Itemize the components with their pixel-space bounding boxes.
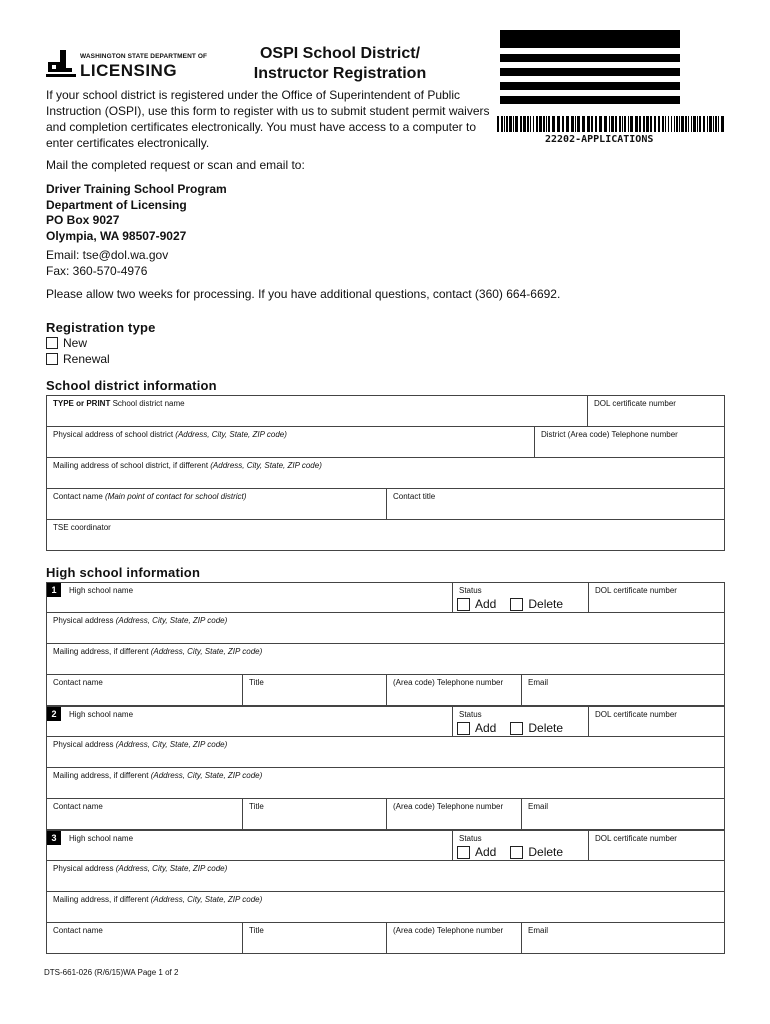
barcode-line bbox=[497, 116, 499, 132]
barcode-line bbox=[513, 116, 514, 132]
email-label: Email bbox=[528, 678, 549, 687]
mail-instruction: Mail the completed request or scan and email to: bbox=[46, 158, 305, 172]
new-label: New bbox=[63, 336, 88, 350]
barcode-line bbox=[650, 116, 652, 132]
barcode-line bbox=[688, 116, 689, 132]
dol-cert-label: DOL certificate number bbox=[595, 710, 677, 719]
add-label: Add bbox=[475, 721, 497, 735]
high-school-table bbox=[46, 706, 725, 830]
barcode-line bbox=[674, 116, 675, 132]
barcode-line bbox=[721, 116, 724, 132]
barcode-line bbox=[530, 116, 531, 132]
barcode-line bbox=[591, 116, 593, 132]
status-label: Status bbox=[459, 710, 482, 719]
barcode-line bbox=[718, 116, 719, 132]
barcode-line bbox=[595, 116, 597, 132]
intro-paragraph: If your school district is registered under the Office of Superintendent of Public Instruction (OSPI), use this form to register with us to submit student permit waivers and completion certificates electronically. You must have access to a computer to enter certificates electronically. bbox=[46, 88, 490, 150]
phys-label: Physical address bbox=[53, 616, 116, 625]
high-school-contact-name-field[interactable] bbox=[47, 799, 243, 829]
contact-fax: Fax: 360-570-4976 bbox=[46, 264, 148, 278]
add-label: Add bbox=[475, 845, 497, 859]
barcode-line bbox=[703, 116, 705, 132]
high-school-dol-cert-field[interactable] bbox=[589, 583, 724, 613]
mail-hint: (Address, City, State, ZIP code) bbox=[210, 461, 322, 470]
high-school-name-field[interactable] bbox=[47, 583, 453, 613]
barcode-line bbox=[658, 116, 660, 132]
phys-label: Physical address of school district bbox=[53, 430, 176, 439]
high-school-title-field[interactable] bbox=[243, 799, 387, 829]
mail-label: Mailing address, if different bbox=[53, 647, 151, 656]
barcode-line bbox=[681, 116, 684, 132]
dol-cert-label: DOL certificate number bbox=[595, 586, 677, 595]
delete-label: Delete bbox=[528, 721, 564, 735]
high-school-name-label: High school name bbox=[69, 710, 134, 719]
agency-name-big: LICENSING bbox=[80, 61, 178, 80]
barcode bbox=[497, 30, 727, 145]
barcode-line bbox=[622, 116, 623, 132]
barcode-line bbox=[665, 116, 666, 132]
mail-hint: (Address, City, State, ZIP code) bbox=[150, 895, 263, 904]
barcode-line bbox=[582, 116, 585, 132]
high-school-mailing-address-field[interactable] bbox=[47, 892, 724, 923]
barcode-line bbox=[501, 116, 503, 132]
barcode-line bbox=[587, 116, 590, 132]
barcode-line bbox=[557, 116, 560, 132]
barcode-line bbox=[575, 116, 576, 132]
barcode-bar bbox=[500, 82, 680, 90]
high-school-name-label: High school name bbox=[69, 834, 134, 843]
barcode-line bbox=[707, 116, 708, 132]
mail-label: Mailing address, if different bbox=[53, 771, 151, 780]
barcode-line bbox=[691, 116, 692, 132]
dol-logo bbox=[46, 50, 208, 80]
district-phone-field[interactable] bbox=[535, 427, 724, 458]
barcode-line bbox=[709, 116, 712, 132]
barcode-line bbox=[676, 116, 678, 132]
dol-cert-label: DOL certificate number bbox=[594, 399, 676, 408]
high-school-number: 2 bbox=[47, 707, 61, 721]
district-name-label: School district name bbox=[110, 399, 185, 408]
mail-hint: (Address, City, State, ZIP code) bbox=[150, 647, 263, 656]
barcode-line bbox=[679, 116, 680, 132]
barcode-line bbox=[546, 116, 547, 132]
barcode-line bbox=[635, 116, 638, 132]
high-school-title-field[interactable] bbox=[243, 923, 387, 953]
phys-label: Physical address bbox=[53, 864, 116, 873]
contact-hint: (Main point of contact for school district) bbox=[105, 492, 247, 501]
barcode-line bbox=[506, 116, 508, 132]
high-school-contact-name-field[interactable] bbox=[47, 923, 243, 953]
barcode-line bbox=[523, 116, 526, 132]
barcode-text: 22202-APPLICATIONS bbox=[545, 134, 654, 145]
barcode-line bbox=[611, 116, 614, 132]
high-school-dol-cert-field[interactable] bbox=[589, 831, 724, 861]
form-footer: DTS-661-026 (R/6/15)WA Page 1 of 2 bbox=[44, 968, 179, 977]
barcode-line bbox=[646, 116, 649, 132]
barcode-bar bbox=[500, 54, 680, 62]
phys-hint: (Address, City, State, ZIP code) bbox=[115, 864, 228, 873]
district-name-field[interactable] bbox=[47, 396, 588, 427]
phys-hint: (Address, City, State, ZIP code) bbox=[115, 616, 228, 625]
tse-label: TSE coordinator bbox=[53, 523, 111, 532]
contact-name-label: Contact name bbox=[53, 678, 103, 687]
barcode-line bbox=[699, 116, 701, 132]
barcode-line bbox=[566, 116, 569, 132]
barcode-line bbox=[571, 116, 574, 132]
add-checkbox[interactable] bbox=[457, 846, 470, 859]
district-dol-cert-field[interactable] bbox=[588, 396, 724, 427]
barcode-line bbox=[671, 116, 672, 132]
high-school-email-field[interactable] bbox=[522, 675, 724, 705]
barcode-line bbox=[630, 116, 633, 132]
barcode-line bbox=[539, 116, 542, 132]
type-or-print: TYPE or PRINT bbox=[53, 399, 111, 408]
barcode-line bbox=[562, 116, 564, 132]
barcode-line bbox=[619, 116, 621, 132]
registration-renewal-option[interactable] bbox=[46, 352, 110, 366]
barcode-line bbox=[599, 116, 602, 132]
district-phone-label: District (Area code) Telephone number bbox=[541, 430, 678, 439]
high-school-physical-address-field[interactable] bbox=[47, 613, 724, 644]
agency-name-small: WASHINGTON STATE DEPARTMENT OF bbox=[80, 53, 208, 60]
high-school-email-field[interactable] bbox=[522, 799, 724, 829]
barcode-line bbox=[520, 116, 522, 132]
status-label: Status bbox=[459, 834, 482, 843]
add-checkbox[interactable] bbox=[457, 598, 470, 611]
barcode-line bbox=[604, 116, 607, 132]
phone-label: (Area code) Telephone number bbox=[393, 926, 504, 935]
high-school-name-field[interactable] bbox=[47, 831, 453, 861]
add-label: Add bbox=[475, 597, 497, 611]
high-school-table bbox=[46, 582, 725, 706]
high-school-mailing-address-field[interactable] bbox=[47, 644, 724, 675]
barcode-line bbox=[515, 116, 518, 132]
processing-note: Please allow two weeks for processing. If you have additional questions, contact (360) 664-6692. bbox=[46, 287, 561, 301]
barcode-line bbox=[615, 116, 617, 132]
mail-hint: (Address, City, State, ZIP code) bbox=[150, 771, 263, 780]
title-label: Title bbox=[249, 926, 264, 935]
address-line: PO Box 9027 bbox=[46, 213, 120, 227]
new-checkbox[interactable] bbox=[46, 337, 58, 349]
barcode-line bbox=[693, 116, 696, 132]
mail-label: Mailing address, if different bbox=[53, 895, 151, 904]
delete-checkbox[interactable] bbox=[510, 846, 523, 859]
barcode-line bbox=[577, 116, 580, 132]
barcode-line bbox=[509, 116, 512, 132]
high-school-mailing-address-field[interactable] bbox=[47, 768, 724, 799]
delete-label: Delete bbox=[528, 845, 564, 859]
high-school-name-label: High school name bbox=[69, 586, 134, 595]
delete-checkbox[interactable] bbox=[510, 598, 523, 611]
high-school-email-field[interactable] bbox=[522, 923, 724, 953]
barcode-line bbox=[654, 116, 656, 132]
school-district-heading: School district information bbox=[46, 378, 217, 393]
address-line: Olympia, WA 98507-9027 bbox=[46, 229, 187, 243]
barcode-line bbox=[639, 116, 641, 132]
phys-label: Physical address bbox=[53, 740, 116, 749]
high-school-contact-name-field[interactable] bbox=[47, 675, 243, 705]
phys-hint: (Address, City, State, ZIP code) bbox=[175, 430, 287, 439]
form-title-line2: Instructor Registration bbox=[253, 65, 427, 82]
high-school-table bbox=[46, 830, 725, 954]
district-physical-address-field[interactable] bbox=[47, 427, 535, 458]
barcode-line bbox=[662, 116, 664, 132]
barcode-line bbox=[548, 116, 550, 132]
high-school-phone-field[interactable] bbox=[387, 675, 522, 705]
phys-hint: (Address, City, State, ZIP code) bbox=[115, 740, 228, 749]
barcode-lines bbox=[497, 116, 727, 132]
school-district-table bbox=[46, 395, 725, 551]
tse-coordinator-field[interactable] bbox=[47, 520, 724, 550]
title-label: Title bbox=[249, 802, 264, 811]
contact-label: Contact name bbox=[53, 492, 106, 501]
phone-label: (Area code) Telephone number bbox=[393, 802, 504, 811]
renewal-checkbox[interactable] bbox=[46, 353, 58, 365]
barcode-line bbox=[552, 116, 555, 132]
title-label: Title bbox=[249, 678, 264, 687]
barcode-bar bbox=[500, 68, 680, 76]
contact-email: Email: tse@dol.wa.gov bbox=[46, 248, 169, 262]
dol-cert-label: DOL certificate number bbox=[595, 834, 677, 843]
barcode-line bbox=[533, 116, 534, 132]
barcode-line bbox=[628, 116, 629, 132]
high-school-name-field[interactable] bbox=[47, 707, 453, 737]
high-school-number: 1 bbox=[47, 583, 61, 597]
renewal-label: Renewal bbox=[63, 352, 110, 366]
barcode-line bbox=[715, 116, 717, 132]
district-mailing-address-field[interactable] bbox=[47, 458, 724, 489]
status-field bbox=[453, 583, 589, 613]
high-school-dol-cert-field[interactable] bbox=[589, 707, 724, 737]
barcode-line bbox=[536, 116, 538, 132]
status-field bbox=[453, 831, 589, 861]
dol-logo-icon bbox=[46, 50, 76, 78]
email-label: Email bbox=[528, 802, 549, 811]
contact-name-label: Contact name bbox=[53, 926, 103, 935]
high-school-title-field[interactable] bbox=[243, 675, 387, 705]
barcode-line bbox=[668, 116, 669, 132]
barcode-line bbox=[609, 116, 610, 132]
contact-name-label: Contact name bbox=[53, 802, 103, 811]
phone-label: (Area code) Telephone number bbox=[393, 678, 504, 687]
barcode-line bbox=[685, 116, 687, 132]
barcode-line bbox=[527, 116, 529, 132]
form-title bbox=[220, 44, 460, 84]
high-school-physical-address-field[interactable] bbox=[47, 737, 724, 768]
high-school-phone-field[interactable] bbox=[387, 799, 522, 829]
delete-label: Delete bbox=[528, 597, 564, 611]
high-school-number: 3 bbox=[47, 831, 61, 845]
barcode-line bbox=[643, 116, 645, 132]
mail-label: Mailing address of school district, if different bbox=[53, 461, 211, 470]
registration-new-option[interactable] bbox=[46, 336, 87, 350]
status-field bbox=[453, 707, 589, 737]
barcode-bar bbox=[500, 30, 680, 48]
barcode-bar bbox=[500, 96, 680, 104]
registration-type-heading: Registration type bbox=[46, 320, 156, 335]
high-school-physical-address-field[interactable] bbox=[47, 861, 724, 892]
barcode-line bbox=[713, 116, 714, 132]
high-school-heading: High school information bbox=[46, 565, 201, 580]
address-line: Department of Licensing bbox=[46, 198, 187, 212]
barcode-line bbox=[697, 116, 698, 132]
delete-checkbox[interactable] bbox=[510, 722, 523, 735]
address-line: Driver Training School Program bbox=[46, 182, 227, 196]
barcode-line bbox=[543, 116, 545, 132]
add-checkbox[interactable] bbox=[457, 722, 470, 735]
district-contact-title-field[interactable] bbox=[387, 489, 724, 520]
contact-title-label: Contact title bbox=[393, 492, 436, 501]
form-title-line1: OSPI School District/ bbox=[259, 45, 421, 62]
status-label: Status bbox=[459, 586, 482, 595]
high-school-phone-field[interactable] bbox=[387, 923, 522, 953]
district-contact-name-field[interactable] bbox=[47, 489, 387, 520]
barcode-line bbox=[504, 116, 505, 132]
barcode-line bbox=[624, 116, 626, 132]
email-label: Email bbox=[528, 926, 549, 935]
